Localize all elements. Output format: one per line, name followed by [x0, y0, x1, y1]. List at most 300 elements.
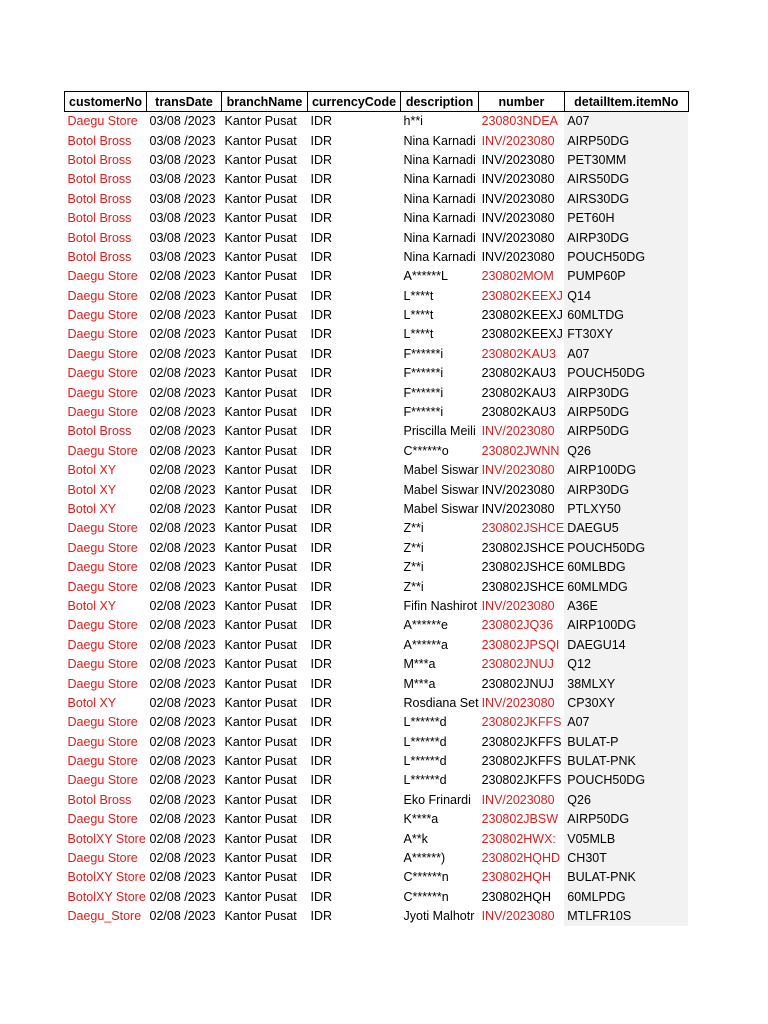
branch-cell[interactable]: Kantor Pusat [222, 791, 308, 810]
description-cell[interactable]: Nina Karnadi [401, 248, 479, 267]
item-cell[interactable]: A36E [564, 597, 688, 616]
customer-cell[interactable]: Daegu Store [65, 616, 147, 635]
item-cell[interactable]: AIRP50DG [564, 403, 688, 422]
branch-cell[interactable]: Kantor Pusat [222, 674, 308, 693]
branch-cell[interactable]: Kantor Pusat [222, 655, 308, 674]
description-cell[interactable]: Z**i [401, 577, 479, 596]
description-cell[interactable]: Nina Karnadi [401, 131, 479, 150]
branch-cell[interactable]: Kantor Pusat [222, 345, 308, 364]
item-cell[interactable]: A07 [564, 112, 688, 132]
currency-cell[interactable]: IDR [308, 422, 401, 441]
currency-cell[interactable]: IDR [308, 733, 401, 752]
item-cell[interactable]: AIRP30DG [564, 480, 688, 499]
number-cell[interactable]: 230802JKFFS [479, 752, 565, 771]
number-cell[interactable]: 230802JBSW [479, 810, 565, 829]
date-cell[interactable]: 03/08 /2023 [147, 190, 222, 209]
number-cell[interactable]: 230802HQH [479, 888, 565, 907]
customer-cell[interactable]: Daegu Store [65, 519, 147, 538]
number-cell[interactable]: 230802KAU3 [479, 345, 565, 364]
column-header-transdate[interactable]: transDate [147, 92, 222, 112]
customer-cell[interactable]: Daegu Store [65, 849, 147, 868]
date-cell[interactable]: 02/08 /2023 [147, 461, 222, 480]
date-cell[interactable]: 03/08 /2023 [147, 112, 222, 132]
date-cell[interactable]: 03/08 /2023 [147, 131, 222, 150]
branch-cell[interactable]: Kantor Pusat [222, 151, 308, 170]
description-cell[interactable]: Priscilla Meili [401, 422, 479, 441]
item-cell[interactable]: V05MLB [564, 829, 688, 848]
currency-cell[interactable]: IDR [308, 170, 401, 189]
item-cell[interactable]: PTLXY50 [564, 500, 688, 519]
item-cell[interactable]: A07 [564, 713, 688, 732]
branch-cell[interactable]: Kantor Pusat [222, 287, 308, 306]
branch-cell[interactable]: Kantor Pusat [222, 771, 308, 790]
number-cell[interactable]: INV/2023080 [479, 694, 565, 713]
item-cell[interactable]: POUCH50DG [564, 364, 688, 383]
customer-cell[interactable]: Botol Bross [65, 248, 147, 267]
currency-cell[interactable]: IDR [308, 558, 401, 577]
date-cell[interactable]: 02/08 /2023 [147, 403, 222, 422]
currency-cell[interactable]: IDR [308, 190, 401, 209]
currency-cell[interactable]: IDR [308, 713, 401, 732]
number-cell[interactable]: INV/2023080 [479, 791, 565, 810]
column-header-itemno[interactable]: detailItem.itemNo [564, 92, 688, 112]
description-cell[interactable]: F******i [401, 383, 479, 402]
branch-cell[interactable]: Kantor Pusat [222, 306, 308, 325]
branch-cell[interactable]: Kantor Pusat [222, 888, 308, 907]
number-cell[interactable]: 230802HWX: [479, 829, 565, 848]
customer-cell[interactable]: Botol Bross [65, 209, 147, 228]
customer-cell[interactable]: Botol Bross [65, 170, 147, 189]
item-cell[interactable]: A07 [564, 345, 688, 364]
number-cell[interactable]: 230802HQH [479, 868, 565, 887]
description-cell[interactable]: A******e [401, 616, 479, 635]
description-cell[interactable]: Nina Karnadi [401, 209, 479, 228]
description-cell[interactable]: L******d [401, 733, 479, 752]
item-cell[interactable]: PET30MM [564, 151, 688, 170]
currency-cell[interactable]: IDR [308, 383, 401, 402]
branch-cell[interactable]: Kantor Pusat [222, 636, 308, 655]
number-cell[interactable]: 230802JNUJ [479, 655, 565, 674]
currency-cell[interactable]: IDR [308, 325, 401, 344]
customer-cell[interactable]: Daegu Store [65, 403, 147, 422]
date-cell[interactable]: 02/08 /2023 [147, 577, 222, 596]
description-cell[interactable]: M***a [401, 655, 479, 674]
item-cell[interactable]: BULAT-P [564, 733, 688, 752]
date-cell[interactable]: 02/08 /2023 [147, 791, 222, 810]
customer-cell[interactable]: Botol XY [65, 480, 147, 499]
date-cell[interactable]: 02/08 /2023 [147, 636, 222, 655]
item-cell[interactable]: Q14 [564, 287, 688, 306]
number-cell[interactable]: INV/2023080 [479, 461, 565, 480]
branch-cell[interactable]: Kantor Pusat [222, 228, 308, 247]
date-cell[interactable]: 03/08 /2023 [147, 228, 222, 247]
branch-cell[interactable]: Kantor Pusat [222, 209, 308, 228]
date-cell[interactable]: 03/08 /2023 [147, 248, 222, 267]
number-cell[interactable]: INV/2023080 [479, 248, 565, 267]
item-cell[interactable]: CP30XY [564, 694, 688, 713]
number-cell[interactable]: 230802KAU3 [479, 383, 565, 402]
item-cell[interactable]: AIRP100DG [564, 616, 688, 635]
currency-cell[interactable]: IDR [308, 364, 401, 383]
description-cell[interactable]: C******o [401, 442, 479, 461]
currency-cell[interactable]: IDR [308, 287, 401, 306]
currency-cell[interactable]: IDR [308, 403, 401, 422]
currency-cell[interactable]: IDR [308, 849, 401, 868]
customer-cell[interactable]: Daegu Store [65, 345, 147, 364]
currency-cell[interactable]: IDR [308, 267, 401, 286]
branch-cell[interactable]: Kantor Pusat [222, 248, 308, 267]
description-cell[interactable]: L******d [401, 713, 479, 732]
branch-cell[interactable]: Kantor Pusat [222, 558, 308, 577]
description-cell[interactable]: Jyoti Malhotr [401, 907, 479, 926]
number-cell[interactable]: INV/2023080 [479, 500, 565, 519]
number-cell[interactable]: 230802KAU3 [479, 403, 565, 422]
branch-cell[interactable]: Kantor Pusat [222, 752, 308, 771]
customer-cell[interactable]: Botol Bross [65, 791, 147, 810]
customer-cell[interactable]: Daegu Store [65, 364, 147, 383]
customer-cell[interactable]: Daegu_Store [65, 907, 147, 926]
item-cell[interactable]: DAEGU14 [564, 636, 688, 655]
column-header-customerno[interactable]: customerNo [65, 92, 147, 112]
currency-cell[interactable]: IDR [308, 655, 401, 674]
number-cell[interactable]: INV/2023080 [479, 907, 565, 926]
item-cell[interactable]: AIRP50DG [564, 131, 688, 150]
branch-cell[interactable]: Kantor Pusat [222, 713, 308, 732]
number-cell[interactable]: 230802JKFFS [479, 771, 565, 790]
item-cell[interactable]: BULAT-PNK [564, 752, 688, 771]
item-cell[interactable]: POUCH50DG [564, 771, 688, 790]
date-cell[interactable]: 02/08 /2023 [147, 849, 222, 868]
currency-cell[interactable]: IDR [308, 519, 401, 538]
item-cell[interactable]: AIRS50DG [564, 170, 688, 189]
description-cell[interactable]: F******i [401, 345, 479, 364]
number-cell[interactable]: 230802KAU3 [479, 364, 565, 383]
currency-cell[interactable]: IDR [308, 461, 401, 480]
number-cell[interactable]: INV/2023080 [479, 597, 565, 616]
description-cell[interactable]: h**i [401, 112, 479, 132]
branch-cell[interactable]: Kantor Pusat [222, 364, 308, 383]
currency-cell[interactable]: IDR [308, 868, 401, 887]
currency-cell[interactable]: IDR [308, 810, 401, 829]
item-cell[interactable]: Q12 [564, 655, 688, 674]
item-cell[interactable]: 60MLMDG [564, 577, 688, 596]
customer-cell[interactable]: Daegu Store [65, 771, 147, 790]
number-cell[interactable]: 230802JWNN [479, 442, 565, 461]
description-cell[interactable]: Z**i [401, 558, 479, 577]
currency-cell[interactable]: IDR [308, 209, 401, 228]
currency-cell[interactable]: IDR [308, 771, 401, 790]
currency-cell[interactable]: IDR [308, 345, 401, 364]
item-cell[interactable]: AIRS30DG [564, 190, 688, 209]
number-cell[interactable]: 230802KEEXJ [479, 325, 565, 344]
customer-cell[interactable]: Botol XY [65, 597, 147, 616]
date-cell[interactable]: 02/08 /2023 [147, 674, 222, 693]
date-cell[interactable]: 02/08 /2023 [147, 519, 222, 538]
branch-cell[interactable]: Kantor Pusat [222, 383, 308, 402]
branch-cell[interactable]: Kantor Pusat [222, 190, 308, 209]
branch-cell[interactable]: Kantor Pusat [222, 403, 308, 422]
currency-cell[interactable]: IDR [308, 616, 401, 635]
description-cell[interactable]: A******) [401, 849, 479, 868]
currency-cell[interactable]: IDR [308, 752, 401, 771]
date-cell[interactable]: 02/08 /2023 [147, 500, 222, 519]
customer-cell[interactable]: Daegu Store [65, 383, 147, 402]
customer-cell[interactable]: Daegu Store [65, 655, 147, 674]
customer-cell[interactable]: Daegu Store [65, 558, 147, 577]
number-cell[interactable]: 230802KEEXJ [479, 287, 565, 306]
date-cell[interactable]: 02/08 /2023 [147, 442, 222, 461]
currency-cell[interactable]: IDR [308, 112, 401, 132]
date-cell[interactable]: 02/08 /2023 [147, 655, 222, 674]
column-header-description[interactable]: description [401, 92, 479, 112]
branch-cell[interactable]: Kantor Pusat [222, 810, 308, 829]
currency-cell[interactable]: IDR [308, 907, 401, 926]
item-cell[interactable]: 38MLXY [564, 674, 688, 693]
customer-cell[interactable]: Daegu Store [65, 306, 147, 325]
branch-cell[interactable]: Kantor Pusat [222, 539, 308, 558]
date-cell[interactable]: 02/08 /2023 [147, 733, 222, 752]
number-cell[interactable]: INV/2023080 [479, 209, 565, 228]
description-cell[interactable]: Z**i [401, 519, 479, 538]
description-cell[interactable]: Mabel Siswar [401, 461, 479, 480]
date-cell[interactable]: 02/08 /2023 [147, 539, 222, 558]
date-cell[interactable]: 02/08 /2023 [147, 558, 222, 577]
date-cell[interactable]: 02/08 /2023 [147, 829, 222, 848]
number-cell[interactable]: 230802JQ36 [479, 616, 565, 635]
branch-cell[interactable]: Kantor Pusat [222, 170, 308, 189]
description-cell[interactable]: A**k [401, 829, 479, 848]
customer-cell[interactable]: Botol Bross [65, 151, 147, 170]
date-cell[interactable]: 02/08 /2023 [147, 345, 222, 364]
currency-cell[interactable]: IDR [308, 888, 401, 907]
currency-cell[interactable]: IDR [308, 131, 401, 150]
customer-cell[interactable]: BotolXY Store [65, 829, 147, 848]
customer-cell[interactable]: Botol XY [65, 500, 147, 519]
date-cell[interactable]: 02/08 /2023 [147, 422, 222, 441]
number-cell[interactable]: INV/2023080 [479, 131, 565, 150]
item-cell[interactable]: FT30XY [564, 325, 688, 344]
currency-cell[interactable]: IDR [308, 500, 401, 519]
number-cell[interactable]: 230802JKFFS [479, 713, 565, 732]
item-cell[interactable]: POUCH50DG [564, 248, 688, 267]
branch-cell[interactable]: Kantor Pusat [222, 519, 308, 538]
description-cell[interactable]: F******i [401, 364, 479, 383]
description-cell[interactable]: L****t [401, 325, 479, 344]
number-cell[interactable]: 230802MOM [479, 267, 565, 286]
currency-cell[interactable]: IDR [308, 306, 401, 325]
number-cell[interactable]: 230802JSHCE [479, 519, 565, 538]
description-cell[interactable]: L****t [401, 287, 479, 306]
date-cell[interactable]: 02/08 /2023 [147, 771, 222, 790]
currency-cell[interactable]: IDR [308, 694, 401, 713]
date-cell[interactable]: 02/08 /2023 [147, 616, 222, 635]
date-cell[interactable]: 02/08 /2023 [147, 888, 222, 907]
description-cell[interactable]: Rosdiana Set [401, 694, 479, 713]
branch-cell[interactable]: Kantor Pusat [222, 733, 308, 752]
branch-cell[interactable]: Kantor Pusat [222, 480, 308, 499]
date-cell[interactable]: 02/08 /2023 [147, 868, 222, 887]
date-cell[interactable]: 03/08 /2023 [147, 209, 222, 228]
description-cell[interactable]: L****t [401, 306, 479, 325]
number-cell[interactable]: 230802JKFFS [479, 733, 565, 752]
branch-cell[interactable]: Kantor Pusat [222, 422, 308, 441]
date-cell[interactable]: 02/08 /2023 [147, 694, 222, 713]
number-cell[interactable]: 230802JSHCE [479, 577, 565, 596]
branch-cell[interactable]: Kantor Pusat [222, 131, 308, 150]
item-cell[interactable]: DAEGU5 [564, 519, 688, 538]
currency-cell[interactable]: IDR [308, 577, 401, 596]
number-cell[interactable]: 230803NDEA [479, 112, 565, 132]
customer-cell[interactable]: BotolXY Store [65, 868, 147, 887]
date-cell[interactable]: 02/08 /2023 [147, 907, 222, 926]
currency-cell[interactable]: IDR [308, 248, 401, 267]
item-cell[interactable]: PET60H [564, 209, 688, 228]
currency-cell[interactable]: IDR [308, 829, 401, 848]
number-cell[interactable]: 230802JNUJ [479, 674, 565, 693]
item-cell[interactable]: Q26 [564, 791, 688, 810]
number-cell[interactable]: INV/2023080 [479, 190, 565, 209]
branch-cell[interactable]: Kantor Pusat [222, 500, 308, 519]
number-cell[interactable]: INV/2023080 [479, 151, 565, 170]
branch-cell[interactable]: Kantor Pusat [222, 267, 308, 286]
description-cell[interactable]: Mabel Siswar [401, 500, 479, 519]
date-cell[interactable]: 02/08 /2023 [147, 306, 222, 325]
item-cell[interactable]: 60MLBDG [564, 558, 688, 577]
description-cell[interactable]: Z**i [401, 539, 479, 558]
customer-cell[interactable]: Daegu Store [65, 539, 147, 558]
customer-cell[interactable]: Daegu Store [65, 577, 147, 596]
number-cell[interactable]: 230802HQHD [479, 849, 565, 868]
customer-cell[interactable]: Botol XY [65, 694, 147, 713]
description-cell[interactable]: L******d [401, 752, 479, 771]
customer-cell[interactable]: Botol Bross [65, 131, 147, 150]
item-cell[interactable]: MTLFR10S [564, 907, 688, 926]
date-cell[interactable]: 02/08 /2023 [147, 597, 222, 616]
date-cell[interactable]: 03/08 /2023 [147, 151, 222, 170]
currency-cell[interactable]: IDR [308, 636, 401, 655]
date-cell[interactable]: 03/08 /2023 [147, 170, 222, 189]
number-cell[interactable]: 230802JPSQI [479, 636, 565, 655]
customer-cell[interactable]: Botol Bross [65, 422, 147, 441]
customer-cell[interactable]: Botol Bross [65, 228, 147, 247]
branch-cell[interactable]: Kantor Pusat [222, 112, 308, 132]
description-cell[interactable]: Nina Karnadi [401, 151, 479, 170]
number-cell[interactable]: INV/2023080 [479, 480, 565, 499]
date-cell[interactable]: 02/08 /2023 [147, 713, 222, 732]
item-cell[interactable]: Q26 [564, 442, 688, 461]
customer-cell[interactable]: Daegu Store [65, 325, 147, 344]
customer-cell[interactable]: Daegu Store [65, 713, 147, 732]
customer-cell[interactable]: Daegu Store [65, 674, 147, 693]
item-cell[interactable]: 60MLPDG [564, 888, 688, 907]
description-cell[interactable]: F******i [401, 403, 479, 422]
date-cell[interactable]: 02/08 /2023 [147, 383, 222, 402]
branch-cell[interactable]: Kantor Pusat [222, 694, 308, 713]
item-cell[interactable]: PUMP60P [564, 267, 688, 286]
date-cell[interactable]: 02/08 /2023 [147, 480, 222, 499]
description-cell[interactable]: L******d [401, 771, 479, 790]
customer-cell[interactable]: Daegu Store [65, 267, 147, 286]
customer-cell[interactable]: Daegu Store [65, 112, 147, 132]
branch-cell[interactable]: Kantor Pusat [222, 849, 308, 868]
description-cell[interactable]: Eko Frinardi [401, 791, 479, 810]
date-cell[interactable]: 02/08 /2023 [147, 267, 222, 286]
item-cell[interactable]: AIRP50DG [564, 422, 688, 441]
currency-cell[interactable]: IDR [308, 228, 401, 247]
branch-cell[interactable]: Kantor Pusat [222, 907, 308, 926]
date-cell[interactable]: 02/08 /2023 [147, 325, 222, 344]
currency-cell[interactable]: IDR [308, 151, 401, 170]
item-cell[interactable]: CH30T [564, 849, 688, 868]
date-cell[interactable]: 02/08 /2023 [147, 752, 222, 771]
branch-cell[interactable]: Kantor Pusat [222, 461, 308, 480]
branch-cell[interactable]: Kantor Pusat [222, 868, 308, 887]
description-cell[interactable]: C******n [401, 888, 479, 907]
branch-cell[interactable]: Kantor Pusat [222, 616, 308, 635]
currency-cell[interactable]: IDR [308, 597, 401, 616]
customer-cell[interactable]: Daegu Store [65, 287, 147, 306]
number-cell[interactable]: INV/2023080 [479, 228, 565, 247]
currency-cell[interactable]: IDR [308, 674, 401, 693]
customer-cell[interactable]: Daegu Store [65, 636, 147, 655]
currency-cell[interactable]: IDR [308, 539, 401, 558]
description-cell[interactable]: A******a [401, 636, 479, 655]
customer-cell[interactable]: Botol XY [65, 461, 147, 480]
description-cell[interactable]: A******L [401, 267, 479, 286]
currency-cell[interactable]: IDR [308, 791, 401, 810]
description-cell[interactable]: C******n [401, 868, 479, 887]
item-cell[interactable]: AIRP100DG [564, 461, 688, 480]
customer-cell[interactable]: BotolXY Store [65, 888, 147, 907]
branch-cell[interactable]: Kantor Pusat [222, 577, 308, 596]
number-cell[interactable]: 230802KEEXJ [479, 306, 565, 325]
currency-cell[interactable]: IDR [308, 442, 401, 461]
date-cell[interactable]: 02/08 /2023 [147, 810, 222, 829]
item-cell[interactable]: AIRP30DG [564, 383, 688, 402]
branch-cell[interactable]: Kantor Pusat [222, 829, 308, 848]
number-cell[interactable]: INV/2023080 [479, 170, 565, 189]
customer-cell[interactable]: Botol Bross [65, 190, 147, 209]
item-cell[interactable]: AIRP50DG [564, 810, 688, 829]
column-header-branchname[interactable]: branchName [222, 92, 308, 112]
currency-cell[interactable]: IDR [308, 480, 401, 499]
description-cell[interactable]: K****a [401, 810, 479, 829]
description-cell[interactable]: Nina Karnadi [401, 170, 479, 189]
item-cell[interactable]: POUCH50DG [564, 539, 688, 558]
branch-cell[interactable]: Kantor Pusat [222, 442, 308, 461]
date-cell[interactable]: 02/08 /2023 [147, 287, 222, 306]
number-cell[interactable]: 230802JSHCE [479, 558, 565, 577]
description-cell[interactable]: Fifin Nashirot [401, 597, 479, 616]
customer-cell[interactable]: Daegu Store [65, 810, 147, 829]
number-cell[interactable]: 230802JSHCE [479, 539, 565, 558]
description-cell[interactable]: Nina Karnadi [401, 190, 479, 209]
date-cell[interactable]: 02/08 /2023 [147, 364, 222, 383]
description-cell[interactable]: Nina Karnadi [401, 228, 479, 247]
number-cell[interactable]: INV/2023080 [479, 422, 565, 441]
customer-cell[interactable]: Daegu Store [65, 733, 147, 752]
column-header-currencycode[interactable]: currencyCode [308, 92, 401, 112]
branch-cell[interactable]: Kantor Pusat [222, 597, 308, 616]
item-cell[interactable]: BULAT-PNK [564, 868, 688, 887]
description-cell[interactable]: M***a [401, 674, 479, 693]
customer-cell[interactable]: Daegu Store [65, 442, 147, 461]
branch-cell[interactable]: Kantor Pusat [222, 325, 308, 344]
item-cell[interactable]: 60MLTDG [564, 306, 688, 325]
item-cell[interactable]: AIRP30DG [564, 228, 688, 247]
description-cell[interactable]: Mabel Siswar [401, 480, 479, 499]
column-header-number[interactable]: number [479, 92, 565, 112]
